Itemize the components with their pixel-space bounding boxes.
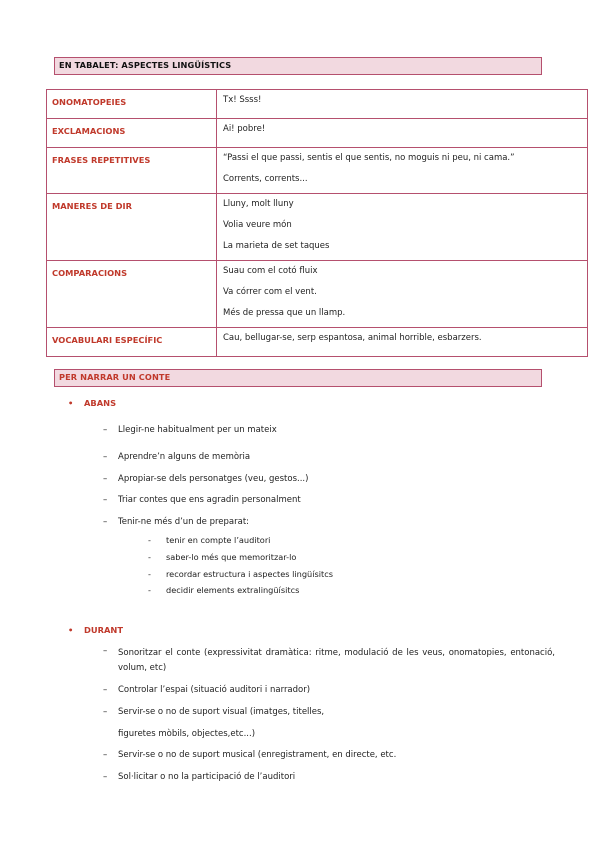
row-key: MANERES DE DIR	[47, 194, 217, 261]
dash-icon: –	[103, 750, 108, 760]
row-value: Suau com el cotó fluix	[223, 266, 318, 276]
bullet-icon: •	[68, 625, 74, 635]
list-item: – Sonoritzar el conte (expressivitat dramàtica: ritme, modulació de les veus, onomatopies, entonació, volum, etc)	[103, 646, 555, 673]
row-value: La marieta de set taques	[223, 241, 330, 251]
dash-icon: –	[103, 425, 108, 435]
dash-icon: –	[103, 772, 108, 782]
dash-icon: –	[103, 452, 108, 462]
list-item: – Aprendre’n alguns de memòria	[103, 452, 251, 462]
table-row	[47, 148, 588, 194]
list-item: – Triar contes que ens agradin personalment	[103, 495, 301, 505]
section-durant	[68, 625, 123, 635]
row-key: VOCABULARI ESPECÍFIC	[47, 328, 217, 357]
sub-list-item: - recordar estructura i aspectes lingüísitcs	[148, 569, 334, 579]
list-item: – Controlar l’espai (situació auditori i narrador)	[103, 685, 311, 695]
dash-icon: –	[103, 474, 108, 484]
list-item: – Sol·licitar o no la participació de l’auditori	[103, 772, 296, 782]
aspectes-table	[46, 89, 588, 357]
row-values	[217, 328, 588, 357]
row-value: Volia veure món	[223, 220, 292, 230]
section-title: DURANT	[84, 625, 124, 635]
row-value: “Passi el que passi, sentis el que sentis, no moguis ni peu, ni cama.”	[223, 153, 515, 163]
row-value: Ai! pobre!	[223, 124, 266, 134]
dash-icon: -	[148, 585, 151, 595]
row-values	[217, 194, 588, 261]
dash-icon: -	[148, 569, 151, 579]
sub-list-item: - tenir en compte l’auditori	[148, 535, 271, 545]
row-values	[217, 148, 588, 194]
dash-icon: –	[103, 495, 108, 505]
section-title: ABANS	[84, 398, 117, 408]
row-value: Corrents, corrents...	[223, 174, 308, 184]
sub-list-item: - saber-lo més que memoritzar-lo	[148, 552, 297, 562]
row-values	[217, 119, 588, 148]
table-row	[47, 194, 588, 261]
dash-icon: –	[103, 707, 108, 717]
row-key: EXCLAMACIONS	[47, 119, 217, 148]
list-item: – Servir-se o no de suport musical (enregistrament, en directe, etc.	[103, 750, 397, 760]
table-row	[47, 328, 588, 357]
section-header-aspectes: EN TABALET: ASPECTES LINGÜÍSTICS	[54, 57, 542, 75]
dash-icon: –	[103, 646, 108, 656]
row-value: Més de pressa que un llamp.	[223, 308, 346, 318]
table-row	[47, 119, 588, 148]
list-item-continuation: figuretes mòbils, objectes,etc...)	[118, 729, 256, 739]
row-value: Lluny, molt lluny	[223, 199, 294, 209]
list-item: – Tenir-ne més d’un de preparat:	[103, 517, 250, 527]
dash-icon: –	[103, 685, 108, 695]
row-values	[217, 261, 588, 328]
list-item: – Llegir-ne habitualment per un mateix	[103, 425, 277, 435]
list-item: – Apropiar-se dels personatges (veu, gestos...)	[103, 474, 309, 484]
row-value: Va córrer com el vent.	[223, 287, 317, 297]
row-value: Cau, bellugar-se, serp espantosa, animal horrible, esbarzers.	[223, 333, 482, 343]
section-header-narrar: PER NARRAR UN CONTE	[54, 369, 542, 387]
sub-list-item: - decidir elements extralingüísitcs	[148, 585, 300, 595]
dash-icon: -	[148, 535, 151, 545]
dash-icon: –	[103, 517, 108, 527]
table-row	[47, 261, 588, 328]
list-item: – Servir-se o no de suport visual (imatges, titelles,	[103, 707, 325, 717]
dash-icon: -	[148, 552, 151, 562]
row-key: COMPARACIONS	[47, 261, 217, 328]
section-abans	[68, 398, 116, 408]
row-value: Tx! Ssss!	[223, 95, 262, 105]
row-values	[217, 90, 588, 119]
bullet-icon: •	[68, 398, 74, 408]
row-key: ONOMATOPEIES	[47, 90, 217, 119]
table-row	[47, 90, 588, 119]
row-key: FRASES REPETITIVES	[47, 148, 217, 194]
